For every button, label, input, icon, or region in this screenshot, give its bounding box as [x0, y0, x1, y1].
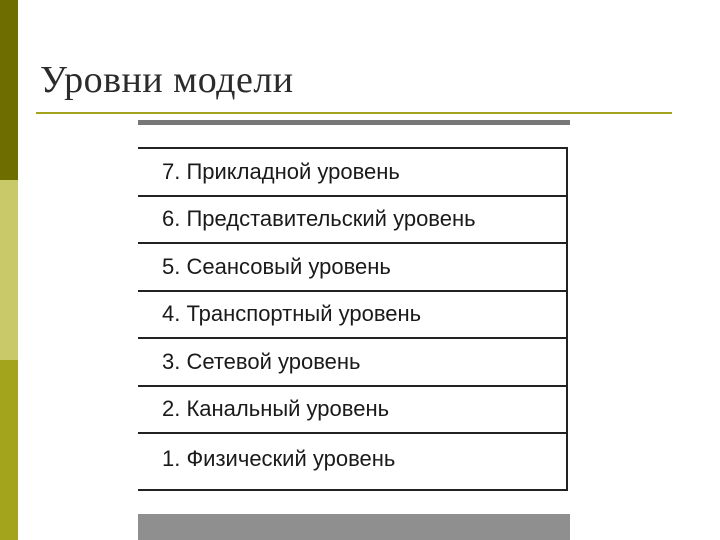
- layer-label: 5. Сеансовый уровень: [162, 253, 391, 279]
- sidebar-decor-top: [0, 0, 18, 180]
- layer-row-2: [138, 387, 566, 435]
- layer-label: 4. Транспортный уровень: [162, 301, 422, 327]
- layer-row-4: [138, 292, 566, 340]
- layer-row-1: [138, 434, 566, 483]
- sidebar-decor-bottom: [0, 360, 18, 540]
- layer-row-3: [138, 339, 566, 387]
- title-divider: [36, 112, 672, 114]
- figure-bottom-band: [138, 514, 570, 540]
- layer-label: 6. Представительский уровень: [162, 206, 476, 232]
- figure-top-band: [138, 120, 570, 125]
- layer-row-5: [138, 244, 566, 292]
- layer-label: 1. Физический уровень: [162, 445, 396, 471]
- layer-row-7: [138, 149, 566, 197]
- slide-title: Уровни модели: [40, 59, 294, 101]
- layer-label: 3. Сетевой уровень: [162, 348, 361, 374]
- layer-row-6: [138, 197, 566, 245]
- sidebar-decor-middle: [0, 180, 18, 360]
- layer-label: 7. Прикладной уровень: [162, 158, 400, 184]
- osi-layers-table: [138, 147, 568, 491]
- layer-label: 2. Канальный уровень: [162, 396, 390, 422]
